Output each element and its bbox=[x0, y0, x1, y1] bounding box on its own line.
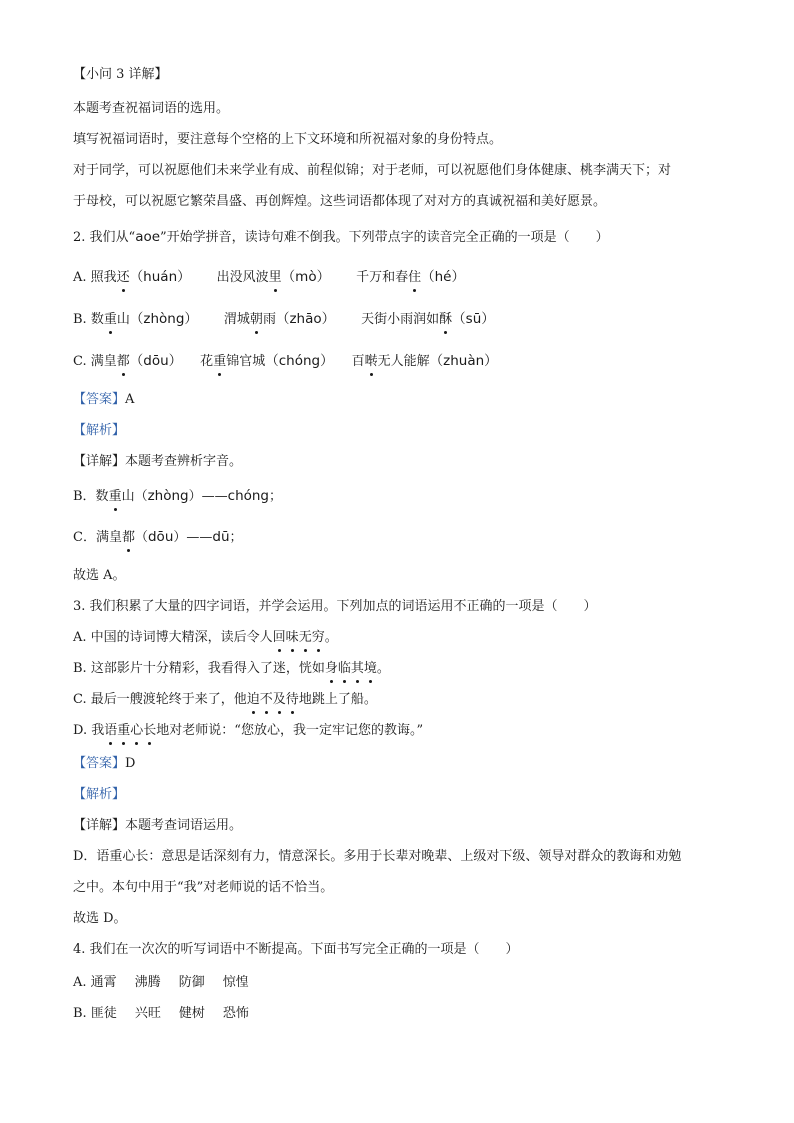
q3-conclusion: 故选 D。 bbox=[73, 911, 127, 926]
q3-analysis-tag: 【解析】 bbox=[73, 787, 126, 802]
paragraph: 本题考查祝福词语的选用。 bbox=[73, 101, 230, 116]
q4-option-a: A. 通霄 沸腾 防御 惊惶 bbox=[73, 975, 249, 990]
dotted-phrase: 语重心长 bbox=[104, 723, 157, 738]
paragraph: 之中。本句中用于“我”对老师说的话不恰当。 bbox=[73, 880, 334, 895]
question-3-stem: 3. 我们积累了大量的四字词语，并学会运用。下列加点的词语运用不正确的一项是（ ） bbox=[73, 599, 597, 614]
q2-analysis-tag: 【解析】 bbox=[73, 423, 126, 438]
question-4-stem: 4. 我们在一次次的听写词语中不断提高。下面书写完全正确的一项是（ ） bbox=[73, 942, 519, 957]
subquestion-header: 【小问 3 详解】 bbox=[73, 67, 168, 82]
question-2-stem: 2. 我们从“aoe”开始学拼音，读诗句难不倒我。下列带点字的读音完全正确的一项是（ ） bbox=[73, 229, 609, 245]
q2-option-a: A. 照我还（huán） 出没风波里（mò） 千万和春住（hé） bbox=[73, 269, 465, 285]
q3-option-a: A. 中国的诗词博大精深，读后令人回味无穷。 bbox=[73, 630, 338, 645]
q2-explanation-b: B．数重山（zhòng）——chóng； bbox=[73, 488, 283, 504]
q2-detail: 【详解】本题考查辨析字音。 bbox=[73, 454, 243, 469]
q2-answer: 【答案】A bbox=[73, 392, 135, 407]
q3-detail: 【详解】本题考查词语运用。 bbox=[73, 818, 243, 833]
answer-tag: 【答案】 bbox=[73, 392, 126, 407]
q2-option-b: B. 数重山（zhòng） 渭城朝雨（zhāo） 天街小雨润如酥（sū） bbox=[73, 311, 495, 327]
q3-answer: 【答案】D bbox=[73, 756, 136, 771]
q4-option-b: B. 匪徒 兴旺 健树 恐怖 bbox=[73, 1006, 249, 1021]
q3-option-b: B. 这部影片十分精彩，我看得入了迷，恍如身临其境。 bbox=[73, 661, 390, 676]
paragraph: 于母校，可以祝愿它繁荣昌盛、再创辉煌。这些词语都体现了对对方的真诚祝福和美好愿景。 bbox=[73, 194, 607, 209]
dotted-phrase: 迫不及待 bbox=[246, 692, 299, 707]
paragraph: 对于同学，可以祝愿他们未来学业有成、前程似锦；对于老师，可以祝愿他们身体健康、桃李满天下；对 bbox=[73, 163, 672, 178]
paragraph: 填写祝福词语时，要注意每个空格的上下文环境和所祝福对象的身份特点。 bbox=[73, 132, 503, 147]
q3-option-c: C. 最后一艘渡轮终于来了，他迫不及待地跳上了船。 bbox=[73, 692, 377, 707]
answer-tag: 【答案】 bbox=[73, 756, 126, 771]
q2-option-c: C. 满皇都（dōu） 花重锦官城（chóng） 百啭无人能解（zhuàn） bbox=[73, 353, 498, 369]
paragraph: D．语重心长：意思是话深刻有力，情意深长。多用于长辈对晚辈、上级对下级、领导对群众的教诲和劝勉 bbox=[73, 849, 682, 864]
dotted-phrase: 身临其境 bbox=[324, 661, 377, 676]
q3-option-d: D. 我语重心长地对老师说：“您放心，我一定牢记您的教诲。” bbox=[73, 723, 424, 738]
dotted-phrase: 回味无穷 bbox=[272, 630, 325, 645]
q2-conclusion: 故选 A。 bbox=[73, 568, 126, 583]
q2-explanation-c: C．满皇都（dōu）——dū； bbox=[73, 529, 243, 545]
